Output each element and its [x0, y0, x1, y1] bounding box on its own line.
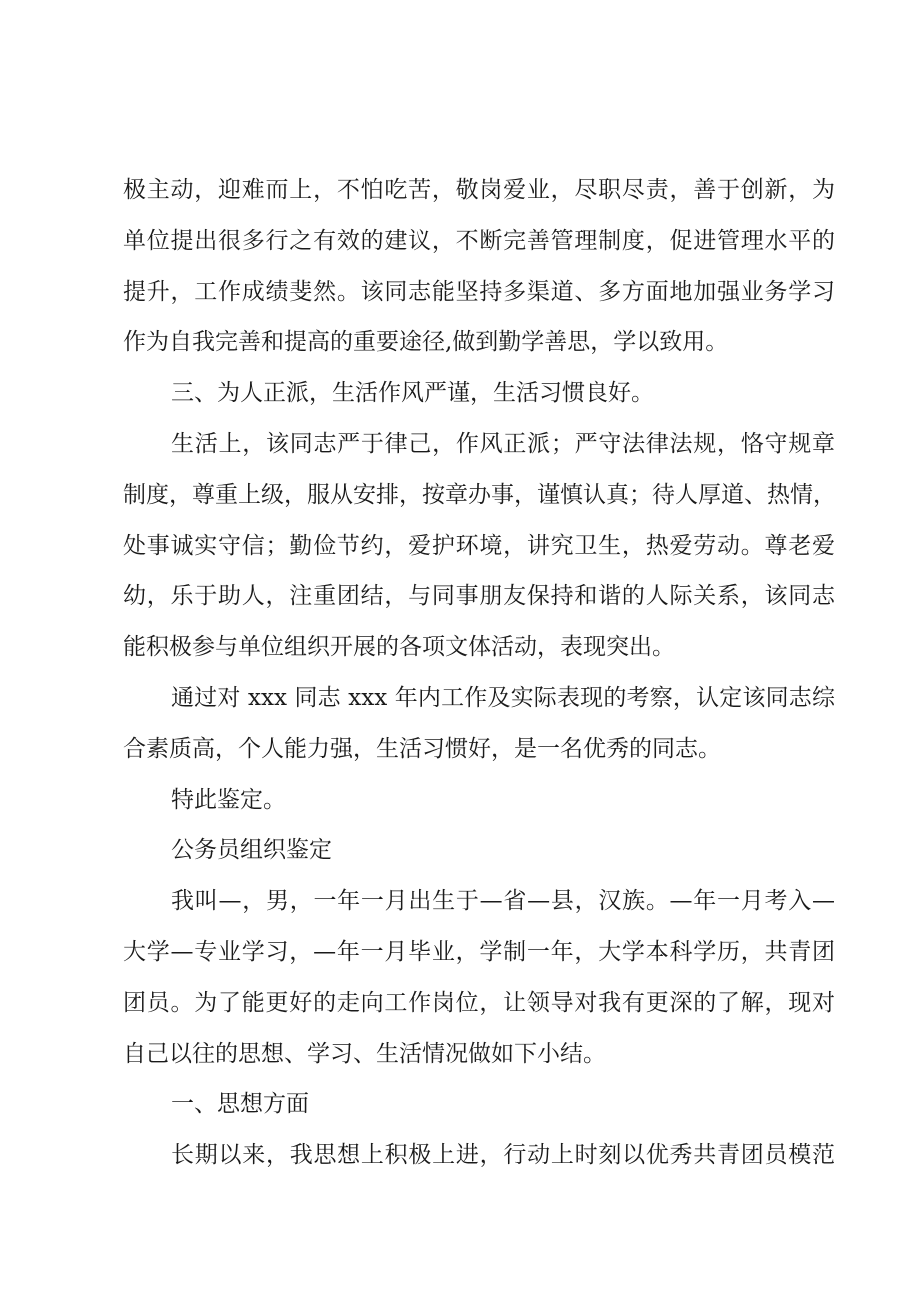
text-line: 大学—专业学习，—年一月毕业，学制一年，大学本科学历，共青团: [123, 938, 835, 965]
section-heading: 一、思想方面: [171, 1091, 309, 1118]
text-line: 长期以来，我思想上积极上进，行动上时刻以优秀共青团员模范: [171, 1142, 835, 1169]
document-body: [123, 165, 835, 1181]
text-line: 提升，工作成绩斐然。该同志能坚持多渠道、多方面地加强业务学习: [123, 278, 835, 305]
text-line: 能积极参与单位组织开展的各项文体活动，表现突出。: [123, 634, 675, 661]
text-line: 通过对 xxx 同志 xxx 年内工作及实际表现的考察，认定该同志综: [171, 684, 835, 711]
text-line: 幼，乐于助人，注重团结，与同事朋友保持和谐的人际关系，该同志: [123, 583, 835, 610]
text-line: 单位提出很多行之有效的建议，不断完善管理制度，促进管理水平的: [123, 227, 835, 254]
text-line: 团员。为了能更好的走向工作岗位，让领导对我有更深的了解，现对: [123, 989, 835, 1016]
text-line: 合素质高，个人能力强，生活习惯好，是一名优秀的同志。: [123, 735, 721, 762]
text-line: 我叫—，男，一年一月出生于—省—县，汉族。—年一月考入—: [171, 888, 835, 915]
text-line: 极主动，迎难而上，不怕吃苦，敬岗爱业，尽职尽责，善于创新，为: [123, 177, 835, 203]
section-heading: 三、为人正派，生活作风严谨，生活习惯良好。: [171, 380, 654, 407]
text-line: 处事诚实守信；勤俭节约，爱护环境，讲究卫生，热爱劳动。尊老爱: [123, 532, 835, 559]
document-title: 公务员组织鉴定: [171, 837, 332, 864]
text-line: 特此鉴定。: [171, 786, 286, 813]
text-line: 制度，尊重上级，服从安排，按章办事，谨慎认真；待人厚道、热情，: [123, 481, 836, 508]
text-line: 作为自我完善和提高的重要途径,做到勤学善思，学以致用。: [123, 329, 729, 356]
text-line: 生活上，该同志严于律己，作风正派；严守法律法规，恪守规章: [171, 430, 835, 457]
text-line: 自己以往的思想、学习、生活情况做如下小结。: [123, 1040, 606, 1067]
